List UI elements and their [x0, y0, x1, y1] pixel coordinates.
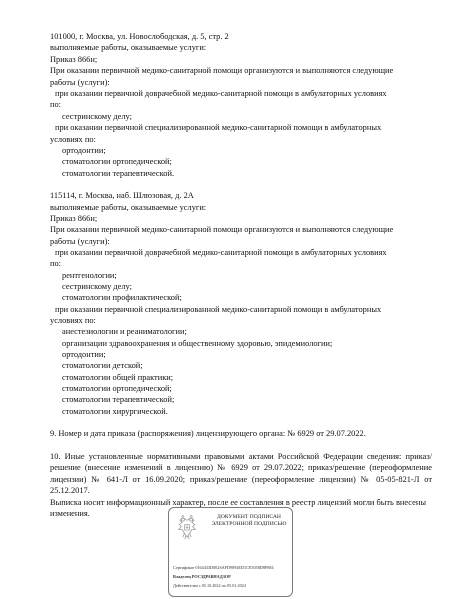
section-9: 9. Номер и дата приказа (распоряжения) лицензирующего органа: № 6929 от 29.07.2022. [50, 429, 366, 438]
spec-item: стоматологии терапевтической; [62, 395, 175, 404]
spec-item: стоматологии терапевтической. [62, 169, 175, 178]
spec-item: стоматологии ортопедической; [62, 157, 172, 166]
works-label-2: выполняемые работы, оказываемые услуги: [50, 203, 207, 212]
intro-1b: работы (услуги): [50, 78, 110, 87]
predoc-item: сестринскому делу; [62, 282, 132, 291]
predoc-2b: по: [50, 259, 61, 268]
predoc-item: стоматологии профилактической; [62, 293, 182, 302]
spec-item: стоматологии хирургической. [62, 407, 168, 416]
predoc-2a: при оказании первичной доврачебной медико-санитарной помощи в амбулаторных условиях [55, 248, 387, 257]
stamp-title: ДОКУМЕНТ ПОДПИСАН ЭЛЕКТРОННОЙ ПОДПИСЬЮ [211, 514, 287, 527]
address-1: 101000, г. Москва, ул. Новослободская, д. 5, стр. 2 [50, 32, 229, 41]
section-10: 10. Иные установленные нормативными правовыми актами Российской Федерации сведения: приказ/решение (внесение изменений в лицензию) № 6929 от 29.07.2022; приказ/решение (переоформление лицензии) № 641-Л от 16.09.2020; приказ/решение (переоформление лицензии) № 05-05-821-Л от 25.12.2017. [50, 452, 432, 496]
spec-2b: условиях по: [50, 316, 96, 325]
intro-2b: работы (услуги): [50, 237, 110, 246]
intro-2a: При оказании первичной медико-санитарной помощи организуются и выполняются следующие [50, 225, 394, 234]
predoc-1a: при оказании первичной доврачебной медико-санитарной помощи в амбулаторных условиях [55, 89, 387, 98]
stamp-owner: Владелец РОСЗДРАВНАДЗОР [173, 574, 231, 579]
disclaimer-note: Выписка носит информационный характер, после ее составления в реестр лицензий могли быть внесены изменения. [50, 498, 426, 519]
order-2: Приказ 866н; [50, 214, 98, 223]
predoc-item: сестринскому делу; [62, 112, 132, 121]
works-label-1: выполняемые работы, оказываемые услуги: [50, 43, 207, 52]
stamp-validity: Действителен с 05.10.2022 по 05.01.2024 [173, 583, 246, 588]
predoc-item: рентгенологии; [62, 271, 117, 280]
address-2: 115114, г. Москва, наб. Шлюзовая, д. 2А [50, 191, 194, 200]
spec-item: ортодонтии; [62, 146, 106, 155]
order-1: Приказ 866н; [50, 55, 98, 64]
spec-item: стоматологии ортопедической; [62, 384, 172, 393]
spec-item: организации здравоохранения и общественному здоровью, эпидемиологии; [62, 339, 333, 348]
spec-item: ортодонтии; [62, 350, 106, 359]
spec-item: анестезиологии и реаниматологии; [62, 327, 187, 336]
coat-of-arms-icon [173, 514, 201, 542]
spec-2a: при оказании первичной специализированной медико-санитарной помощи в амбулаторных [55, 305, 382, 314]
stamp-certificate: Сертификат 0164433D002SAFD9894ED1CE5058D8F884 [173, 565, 274, 570]
intro-1a: При оказании первичной медико-санитарной помощи организуются и выполняются следующие [50, 66, 394, 75]
spec-1b: условиях по: [50, 135, 96, 144]
predoc-1b: по: [50, 100, 61, 109]
spec-item: стоматологии детской; [62, 361, 143, 370]
spec-item: стоматологии общей практики; [62, 373, 174, 382]
e-signature-stamp [168, 507, 293, 597]
spec-1a: при оказании первичной специализированной медико-санитарной помощи в амбулаторных [55, 123, 382, 132]
